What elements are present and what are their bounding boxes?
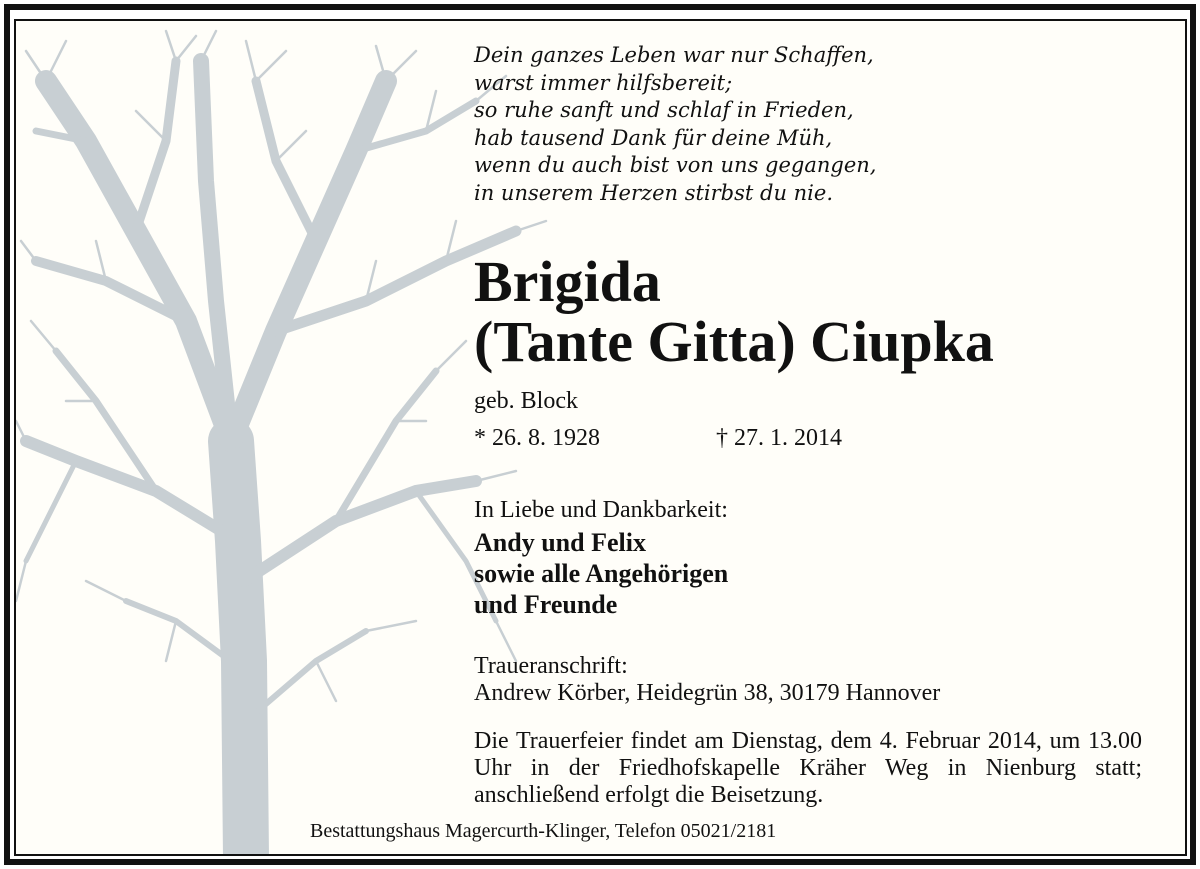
service-notice: Die Trauerfeier findet am Dienstag, dem 4. Februar 2014, um 13.00 Uhr in der Friedhofskapelle Kräher Weg in Nienburg statt; anschließend erfolgt die Beisetzung.: [474, 728, 1142, 808]
mourner-line: Andy und Felix: [474, 528, 646, 557]
poem-line: warst immer hilfsbereit;: [474, 70, 733, 95]
poem: [474, 42, 1094, 207]
mourners-label: In Liebe und Dankbarkeit:: [474, 497, 728, 523]
address-label: Traueranschrift:: [474, 653, 628, 679]
mourners-list: [474, 527, 728, 620]
poem-line: hab tausend Dank für deine Müh,: [474, 125, 833, 150]
maiden-name: geb. Block: [474, 388, 578, 414]
poem-line: Dein ganzes Leben war nur Schaffen,: [474, 43, 874, 67]
funeral-home-footer: Bestattungshaus Magercurth-Klinger, Telefon 05021/2181: [300, 817, 786, 845]
poem-line: in unserem Herzen stirbst du nie.: [474, 180, 833, 205]
name-line-second: (Tante Gitta) Ciupka: [474, 309, 994, 374]
death-date: † 27. 1. 2014: [716, 425, 842, 451]
mourner-line: sowie alle Angehörigen: [474, 559, 729, 588]
birth-date: * 26. 8. 1928: [474, 425, 600, 451]
mourner-line: und Freunde: [474, 590, 618, 619]
poem-line: so ruhe sanft und schlaf in Frieden,: [474, 98, 854, 122]
name-line-first: Brigida: [474, 249, 661, 314]
poem-line: wenn du auch bist von uns gegangen,: [474, 153, 877, 177]
deceased-name: [474, 249, 994, 374]
address-value: Andrew Körber, Heidegrün 38, 30179 Hannover: [474, 680, 941, 706]
obituary-card: [14, 19, 1187, 856]
